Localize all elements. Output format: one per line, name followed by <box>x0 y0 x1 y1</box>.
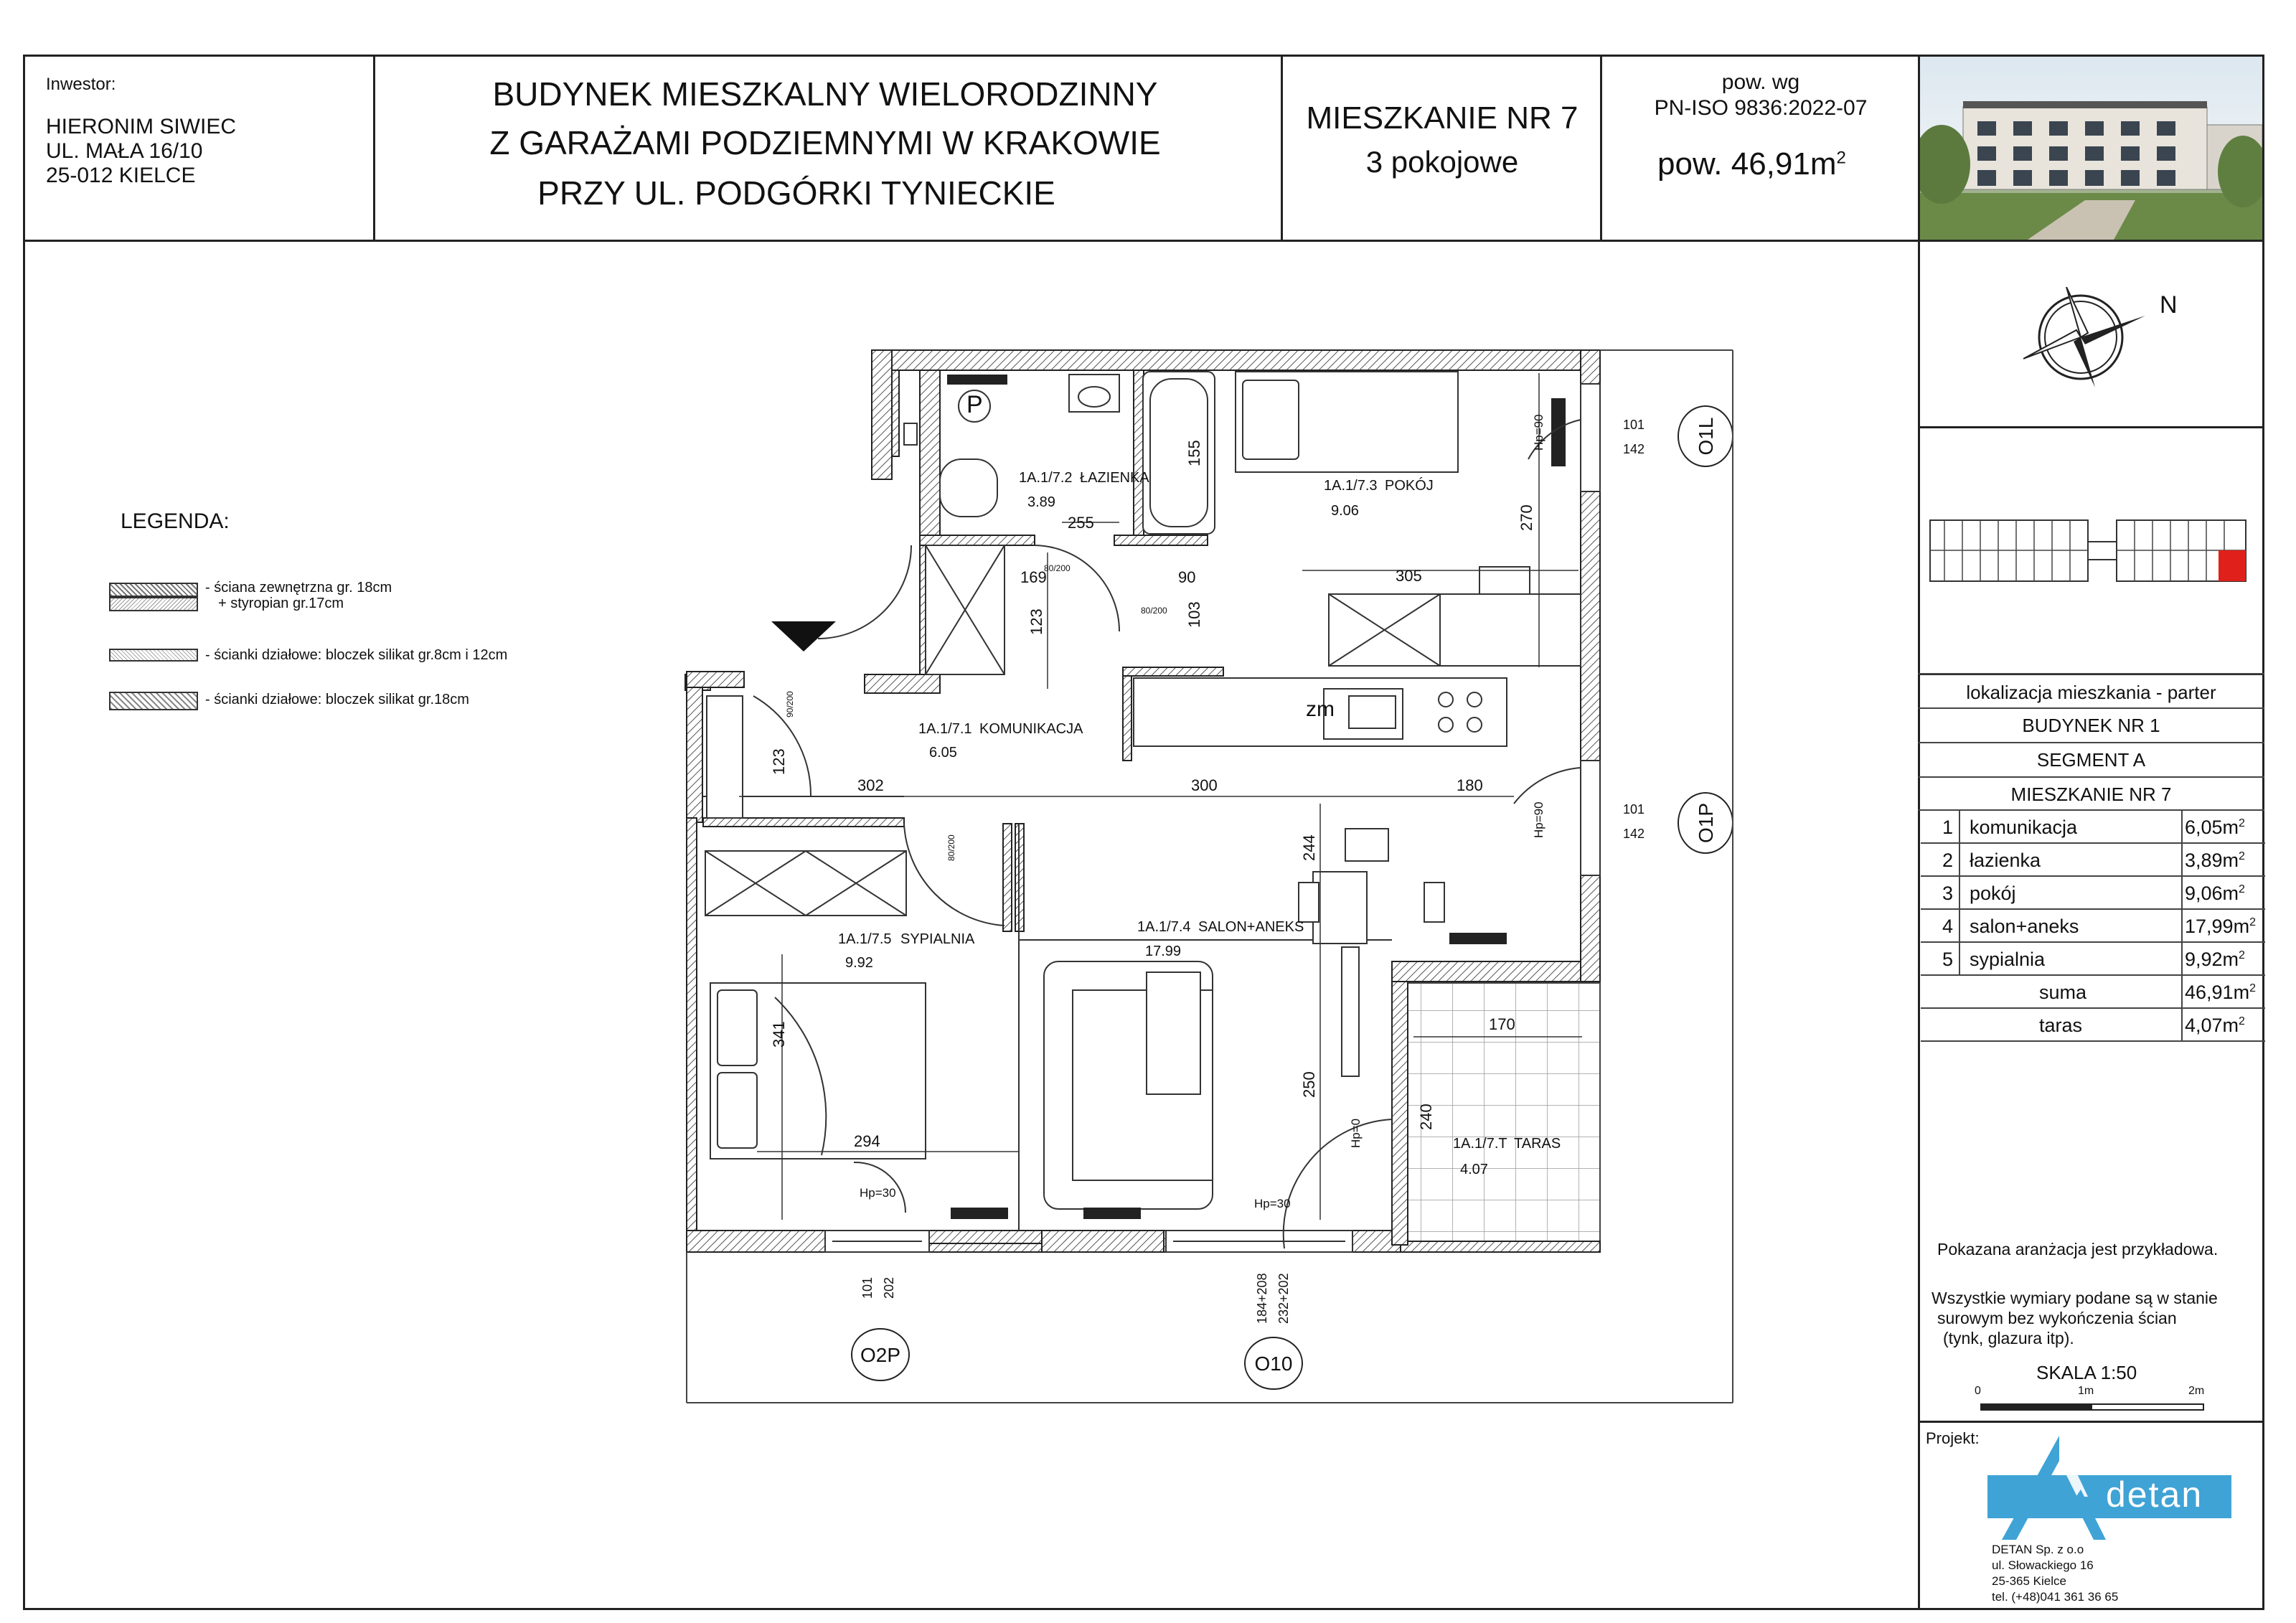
dim-244: 244 <box>1300 834 1318 861</box>
row-area-sup: 2 <box>2239 850 2245 862</box>
dim-123a: 123 <box>1027 608 1045 635</box>
row-area-sup: 2 <box>2239 883 2245 895</box>
dim-270: 270 <box>1518 504 1535 531</box>
row-no: 3 <box>1942 883 1954 904</box>
dim-255: 255 <box>1068 514 1094 532</box>
room-code-4: 1A.1/7.4 <box>1137 919 1191 935</box>
room-area-1: 6.05 <box>929 745 957 761</box>
row-name: łazienka <box>1970 850 2041 871</box>
panel-divider-3 <box>1918 1421 2264 1423</box>
row-no: 1 <box>1942 817 1954 838</box>
window-tag-o1l: O1L <box>1695 417 1717 456</box>
row-area-value: 6,05m <box>2185 817 2239 838</box>
room-name-6: TARAS <box>1514 1136 1561 1152</box>
compass-north-label: N <box>2160 291 2178 319</box>
note-dims-1: Wszystkie wymiary podane są w stanie <box>1932 1289 2218 1307</box>
row-area-value: 17,99m <box>2185 916 2250 937</box>
project-title-line-3: PRZY UL. PODGÓRKI TYNIECKIE <box>537 174 1055 212</box>
dim-103: 103 <box>1185 601 1203 628</box>
sill-4: Hp=30 <box>1254 1197 1291 1210</box>
room-name-4: SALON+ANEKS <box>1198 919 1304 935</box>
scale-bar <box>1980 1403 2204 1411</box>
apartment-name: MIESZKANIE NR 7 <box>1306 100 1578 136</box>
dim-180: 180 <box>1457 776 1483 794</box>
row-no: 4 <box>1942 916 1954 937</box>
row-name: komunikacja <box>1970 817 2078 838</box>
window-tag-o1p: O1P <box>1695 802 1717 844</box>
window-tag-o10: O10 <box>1254 1352 1293 1375</box>
detan-logo <box>1987 1432 2231 1540</box>
investor-line-3: 25-012 KIELCE <box>46 164 196 187</box>
legend-title: LEGENDA: <box>121 509 230 533</box>
company-line-3: 25-365 Kielce <box>1992 1574 2066 1588</box>
room-code-1: 1A.1/7.1 <box>918 721 972 737</box>
row-area-value: 3,89m <box>2185 850 2239 871</box>
room-code-5: 1A.1/7.5 <box>838 931 892 947</box>
scale-tick-1m: 1m <box>2078 1385 2094 1397</box>
area-norm-line-2: PN-ISO 9836:2022-07 <box>1654 96 1868 120</box>
room-area-5: 9.92 <box>845 955 873 971</box>
row-area-value: 9,06m <box>2185 883 2239 904</box>
win-dim-7: 184+208 <box>1255 1273 1269 1324</box>
row-area <box>2185 850 2245 872</box>
room-area-3: 9.06 <box>1331 503 1359 519</box>
company-line-4: tel. (+48)041 361 36 65 <box>1992 1590 2119 1604</box>
scale-tick-0: 0 <box>1975 1385 1981 1397</box>
room-name-3: POKÓJ <box>1385 478 1434 494</box>
table-row <box>1921 844 2265 877</box>
row-name: salon+aneks <box>1970 916 2079 937</box>
win-dim-6: 202 <box>882 1276 896 1299</box>
room-name-2: ŁAZIENKA <box>1080 470 1149 486</box>
investor-line-2: UL. MAŁA 16/10 <box>46 139 203 163</box>
win-dim-5: 101 <box>860 1276 875 1299</box>
row-area <box>2185 916 2256 938</box>
room-area-2: 3.89 <box>1027 494 1055 510</box>
win-dim-2: 142 <box>1623 442 1645 456</box>
investor-line-1: HIERONIM SIWIEC <box>46 115 237 138</box>
door-size-2: 80/200 <box>1141 606 1167 616</box>
sum-area-value: 46,91m <box>2185 982 2250 1003</box>
row-no: 5 <box>1942 949 1954 970</box>
location-line-1 <box>1918 707 2264 709</box>
dim-300: 300 <box>1191 776 1218 794</box>
room-name-5: SYPIALNIA <box>900 931 975 947</box>
plan-misc-p: P <box>966 391 983 418</box>
table-row <box>1921 910 2265 943</box>
sum-area-sup: 2 <box>2249 982 2256 994</box>
table-row <box>1921 811 2265 844</box>
key-plan-image <box>1923 506 2260 592</box>
room-area-6: 4.07 <box>1460 1162 1488 1177</box>
investor-label: Inwestor: <box>46 75 116 94</box>
row-area <box>2185 817 2245 839</box>
legend-item-2: + styropian gr.17cm <box>218 596 344 611</box>
dim-170: 170 <box>1489 1015 1515 1033</box>
location-line-2 <box>1918 742 2264 743</box>
table-row <box>1921 877 2265 910</box>
table-sum-row <box>1921 976 2265 1009</box>
door-size-1: 80/200 <box>1044 563 1071 573</box>
scale-label: SKALA 1:50 <box>2036 1362 2137 1383</box>
win-dim-3: 101 <box>1623 802 1645 817</box>
sill-2: Hp=90 <box>1532 801 1545 838</box>
row-area-sup: 2 <box>2239 949 2245 961</box>
header-col-4 <box>1918 55 1920 1610</box>
wardrobes <box>705 696 906 916</box>
compass-icon <box>2023 287 2167 416</box>
door-size-3: 90/200 <box>785 691 795 718</box>
row-name: pokój <box>1970 883 2016 904</box>
terrace-area-value: 4,07m <box>2185 1015 2239 1036</box>
dim-123b: 123 <box>770 748 788 775</box>
project-label: Projekt: <box>1926 1429 1980 1447</box>
row-area-value: 9,92m <box>2185 949 2239 970</box>
company-line-1: DETAN Sp. z o.o <box>1992 1543 2084 1556</box>
project-title-line-2: Z GARAŻAMI PODZIEMNYMI W KRAKOWIE <box>489 124 1161 161</box>
sill-3: Hp=30 <box>860 1186 896 1200</box>
location-line-0 <box>1918 673 2264 674</box>
room-code-3: 1A.1/7.3 <box>1324 478 1378 494</box>
dim-302: 302 <box>857 776 884 794</box>
sum-area <box>2185 982 2256 1004</box>
legend-item-4: - ścianki działowe: bloczek silikat gr.18cm <box>205 692 469 707</box>
location-building: BUDYNEK NR 1 <box>2022 715 2160 736</box>
terrace-area <box>2185 1015 2245 1037</box>
apartment-rooms: 3 pokojowe <box>1365 145 1519 179</box>
window-tag-o2p: O2P <box>860 1344 901 1366</box>
location-segment: SEGMENT A <box>2036 749 2146 771</box>
dim-250: 250 <box>1300 1071 1318 1098</box>
dim-90: 90 <box>1178 568 1196 586</box>
scale-bar-fill <box>1982 1405 2092 1409</box>
legend-item-3: - ścianki działowe: bloczek silikat gr.8cm i 12cm <box>205 647 508 663</box>
win-dim-8: 232+202 <box>1276 1273 1291 1324</box>
plan-misc-zm: zm <box>1306 697 1335 721</box>
sum-label: suma <box>2039 982 2087 1003</box>
door-size-4: 80/200 <box>946 834 956 861</box>
dim-155: 155 <box>1185 440 1203 466</box>
location-line-3 <box>1918 776 2264 778</box>
living-furniture <box>1044 829 1444 1209</box>
scale-tick-2m: 2m <box>2188 1385 2205 1397</box>
room-area-4: 17.99 <box>1145 944 1182 959</box>
dim-294: 294 <box>854 1132 880 1150</box>
location-caption: lokalizacja mieszkania - parter <box>1966 682 2216 703</box>
table-col-line-2 <box>2181 811 2183 1042</box>
panel-divider-1 <box>1918 426 2264 428</box>
row-area <box>2185 949 2245 971</box>
row-area <box>2185 883 2245 905</box>
area-total-value: pow. 46,91m <box>1657 146 1837 182</box>
table-row <box>1921 943 2265 976</box>
building-render-image <box>1920 57 2262 240</box>
bedroom-furniture <box>710 983 926 1159</box>
table-col-line-1 <box>1959 811 1960 976</box>
table-terrace-row <box>1921 1009 2265 1042</box>
terrace-area-sup: 2 <box>2239 1015 2245 1027</box>
note-example: Pokazana aranżacja jest przykładowa. <box>1937 1240 2219 1259</box>
win-dim-4: 142 <box>1623 827 1645 841</box>
entrance-arrow-icon <box>771 621 836 651</box>
note-dims-2: surowym bez wykończenia ścian <box>1937 1309 2177 1327</box>
dim-341: 341 <box>770 1021 788 1048</box>
location-apartment: MIESZKANIE NR 7 <box>2010 784 2172 805</box>
win-dim-1: 101 <box>1623 418 1645 432</box>
company-line-2: ul. Słowackiego 16 <box>1992 1558 2094 1572</box>
sill-5: Hp=0 <box>1349 1118 1363 1148</box>
room-code-6: 1A.1/7.T <box>1453 1136 1507 1152</box>
row-area-sup: 2 <box>2239 817 2245 829</box>
row-no: 2 <box>1942 850 1954 871</box>
terrace-label: taras <box>2039 1015 2083 1036</box>
legend-item-1: - ściana zewnętrzna gr. 18cm <box>205 580 392 596</box>
dim-305: 305 <box>1396 567 1422 585</box>
room-code-2: 1A.1/7.2 <box>1019 470 1073 486</box>
project-title-line-1: BUDYNEK MIESZKALNY WIELORODZINNY <box>492 75 1158 113</box>
area-norm-line-1: pow. wg <box>1721 70 1800 94</box>
dim-240: 240 <box>1417 1104 1435 1130</box>
row-name: sypialnia <box>1970 949 2046 970</box>
row-area-sup: 2 <box>2249 916 2256 928</box>
dim-169: 169 <box>1020 568 1047 586</box>
sill-1: Hp=90 <box>1532 414 1545 451</box>
detan-logo-text: detan <box>2106 1474 2203 1515</box>
note-dims-3: (tynk, glazura itp). <box>1943 1329 2074 1347</box>
area-total-sup: 2 <box>1836 148 1846 168</box>
room-name-1: KOMUNIKACJA <box>979 721 1083 737</box>
